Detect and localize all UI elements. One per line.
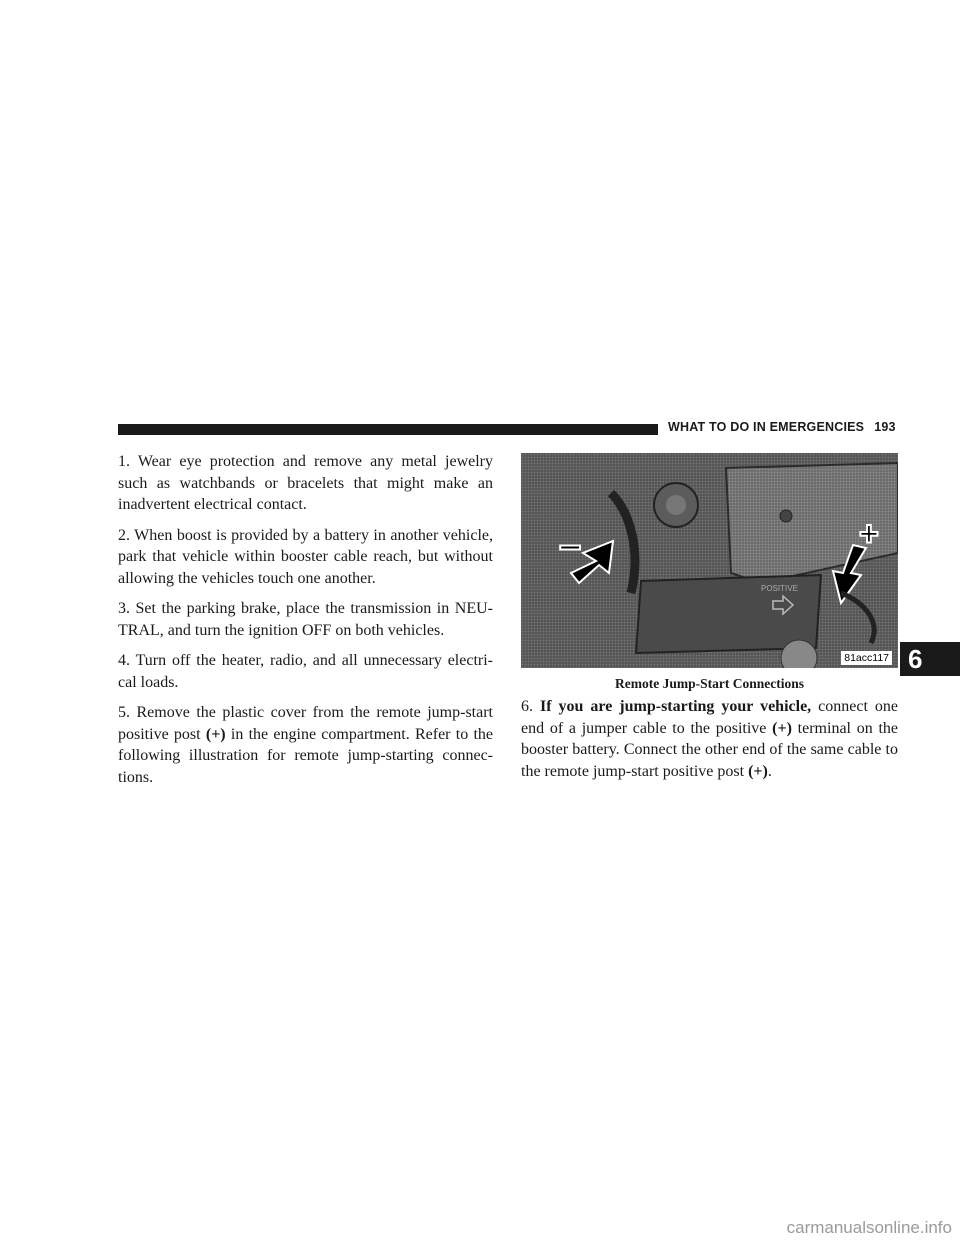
step-5 [118,702,493,788]
step-3: 3. Set the parking brake, place the transmission in NEU-TRAL, and turn the ignition OFF on both vehicles. [118,600,493,639]
running-header [668,420,896,434]
step-4: 4. Turn off the heater, radio, and all unnecessary electri-cal loads. [118,652,493,691]
step-1: 1. Wear eye protection and remove any metal jewelry such as watchbands or bracelets that might make an inadvertent electrical contact. [118,453,493,513]
step-6-lead: If you are jump-starting your vehicle, [539,698,812,715]
positive-symbol: (+) [748,762,768,780]
step-2: 2. When boost is provided by a battery in another vehicle, park that vehicle within booster cable reach, but without allowing the vehicles touch one another. [118,526,493,587]
step-6-text-cont: terminal on the booster battery. Connect the other end of the same cable to the remote jump-start positive post [521,719,899,780]
engine-photo [521,453,898,668]
step-5-text-cont: in the engine compartment. Refer to the following illustration for remote jump-starting connec-tions. [118,725,494,786]
right-column [521,453,898,782]
left-column [118,451,493,797]
figure-caption: Remote Jump-Start Connections [615,676,804,691]
page-number: 193 [874,420,896,434]
section-title: WHAT TO DO IN EMERGENCIES [668,420,865,434]
positive-label: POSITIVE [761,584,798,593]
step-6 [521,696,898,782]
positive-sign: + [859,515,879,553]
step-6-end: . [767,762,772,780]
positive-symbol: (+) [205,725,226,743]
step-6-text: connect one end of a jumper cable to the positive [521,698,899,737]
watermark: carmanualsonline.info [786,1218,952,1237]
header-bar [118,424,658,435]
chapter-tab: 6 [900,642,960,676]
negative-sign: – [559,523,582,567]
step-6-number: 6. [521,698,540,715]
figure-code: 81acc117 [841,651,892,665]
engine-compartment-illustration [521,453,898,668]
positive-symbol: (+) [772,719,792,737]
step-5-text: 5. Remove the plastic cover from the remote jump-start positive post [118,704,493,743]
